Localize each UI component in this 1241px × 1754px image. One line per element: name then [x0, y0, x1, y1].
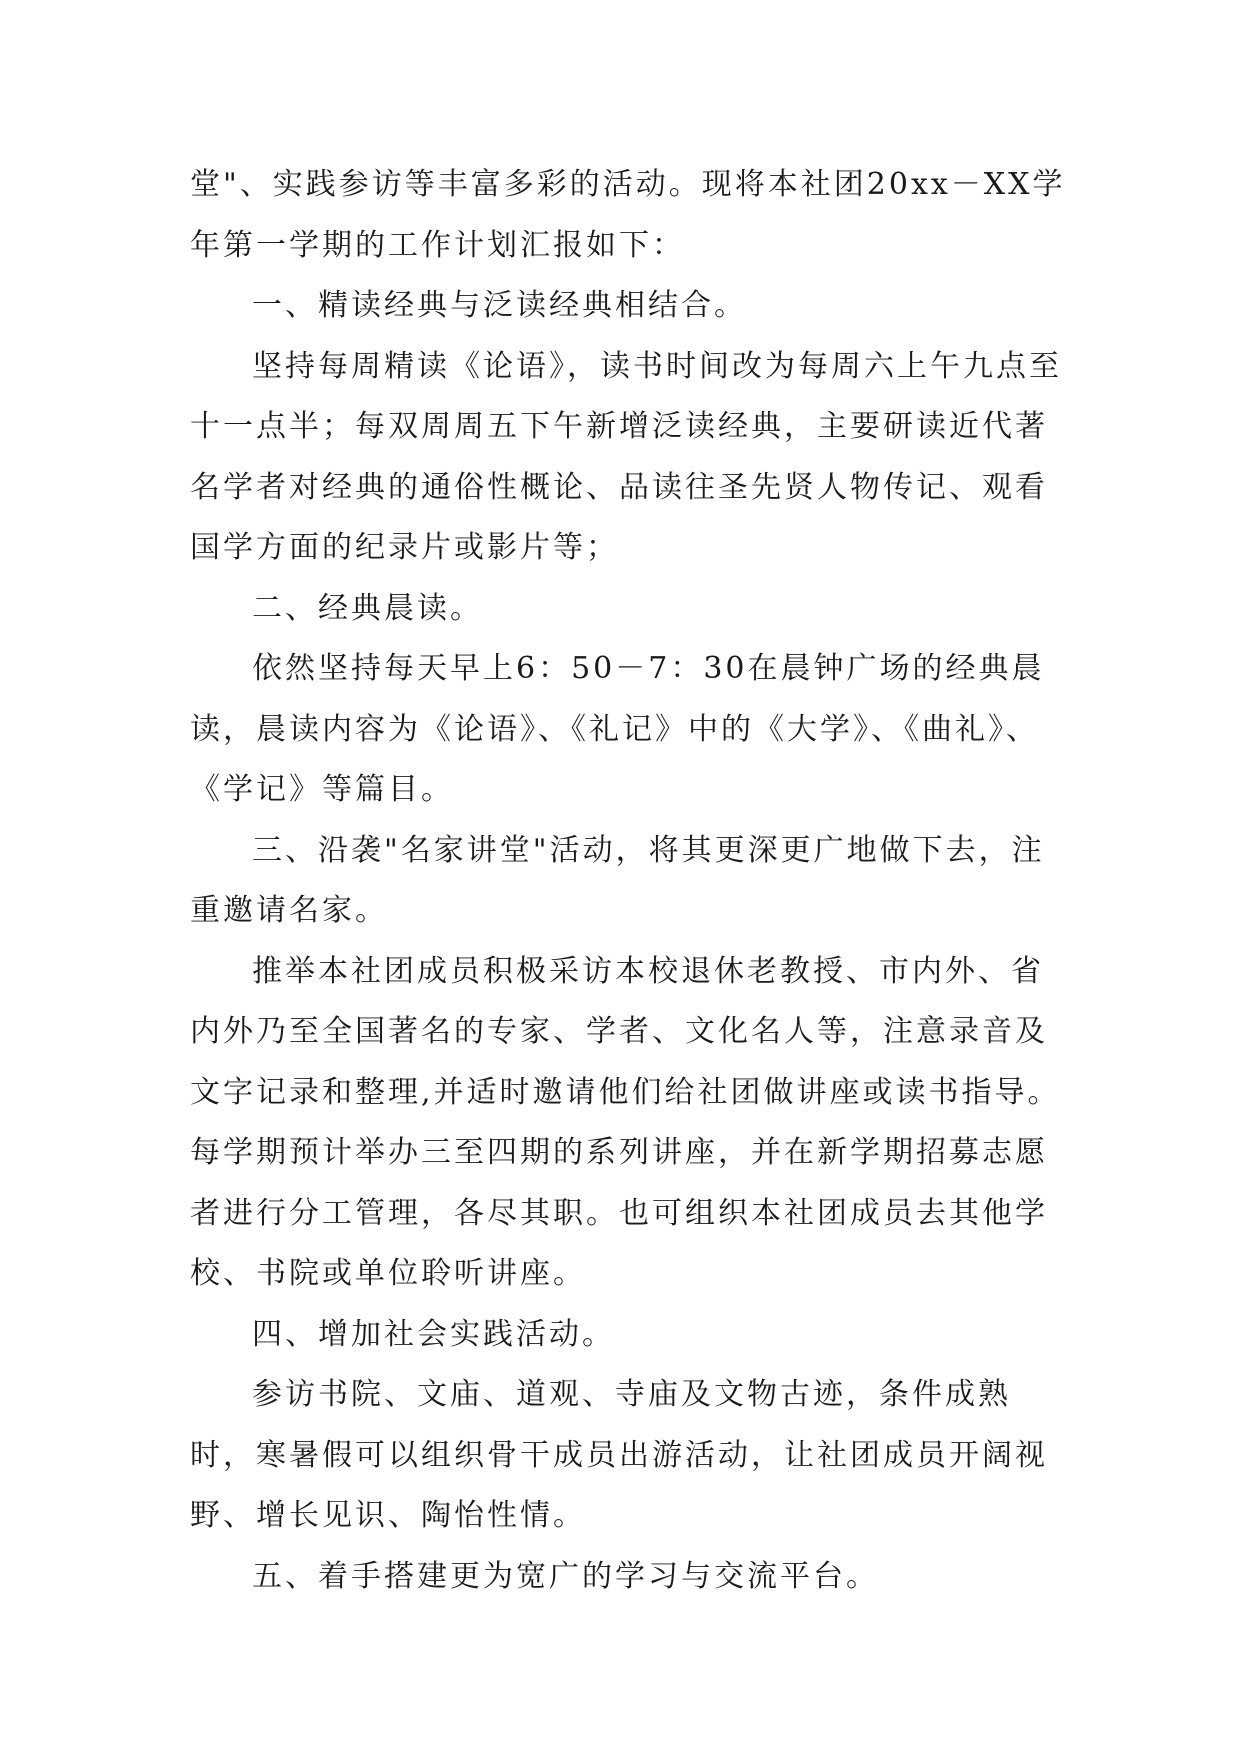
- heading-section-1: 一、精读经典与泛读经典相结合。: [252, 288, 747, 323]
- paragraph-intro-continued: 堂"、实践参访等丰富多彩的活动。现将本社团20xx－XX学年第一学期的工作计划汇报如下：: [190, 167, 1066, 263]
- heading-section-3: 三、沿袭"名家讲堂"活动，将其更深更广地做下去，注重邀请名家。: [190, 832, 1045, 928]
- heading-section-2: 二、经典晨读。: [252, 590, 483, 626]
- heading-section-5: 五、着手搭建更为宽广的学习与交流平台。: [252, 1558, 879, 1594]
- paragraph-section-3: 推举本社团成员积极采访本校退休老教授、市内外、省内外乃至全国著名的专家、学者、文化名人等，注意录音及文字记录和整理,并适时邀请他们给社团做讲座或读书指导。每学期预计举办三至四期的系列讲座，并在新学期招募志愿者进行分工管理，各尽其职。也可组织本社团成员去其他学校、书院或单位聆听讲座。: [190, 953, 1061, 1291]
- heading-section-4: 四、增加社会实践活动。: [252, 1316, 615, 1352]
- paragraph-section-2: 依然坚持每天早上6：50－7：30在晨钟广场的经典晨读，晨读内容为《论语》、《礼记》中的《大学》、《曲礼》、《学记》等篇目。: [190, 651, 1045, 807]
- paragraph-section-4: 参访书院、文庙、道观、寺庙及文物古迹，条件成熟时，寒暑假可以组织骨干成员出游活动，让社团成员开阔视野、增长见识、陶怡性情。: [190, 1377, 1048, 1533]
- paragraph-section-1: 坚持每周精读《论语》，读书时间改为每周六上午九点至十一点半；每双周周五下午新增泛读经典，主要研读近代著名学者对经典的通俗性概论、品读往圣先贤人物传记、观看国学方面的纪录片或影片等；: [190, 348, 1062, 565]
- document-body: [190, 155, 1070, 1607]
